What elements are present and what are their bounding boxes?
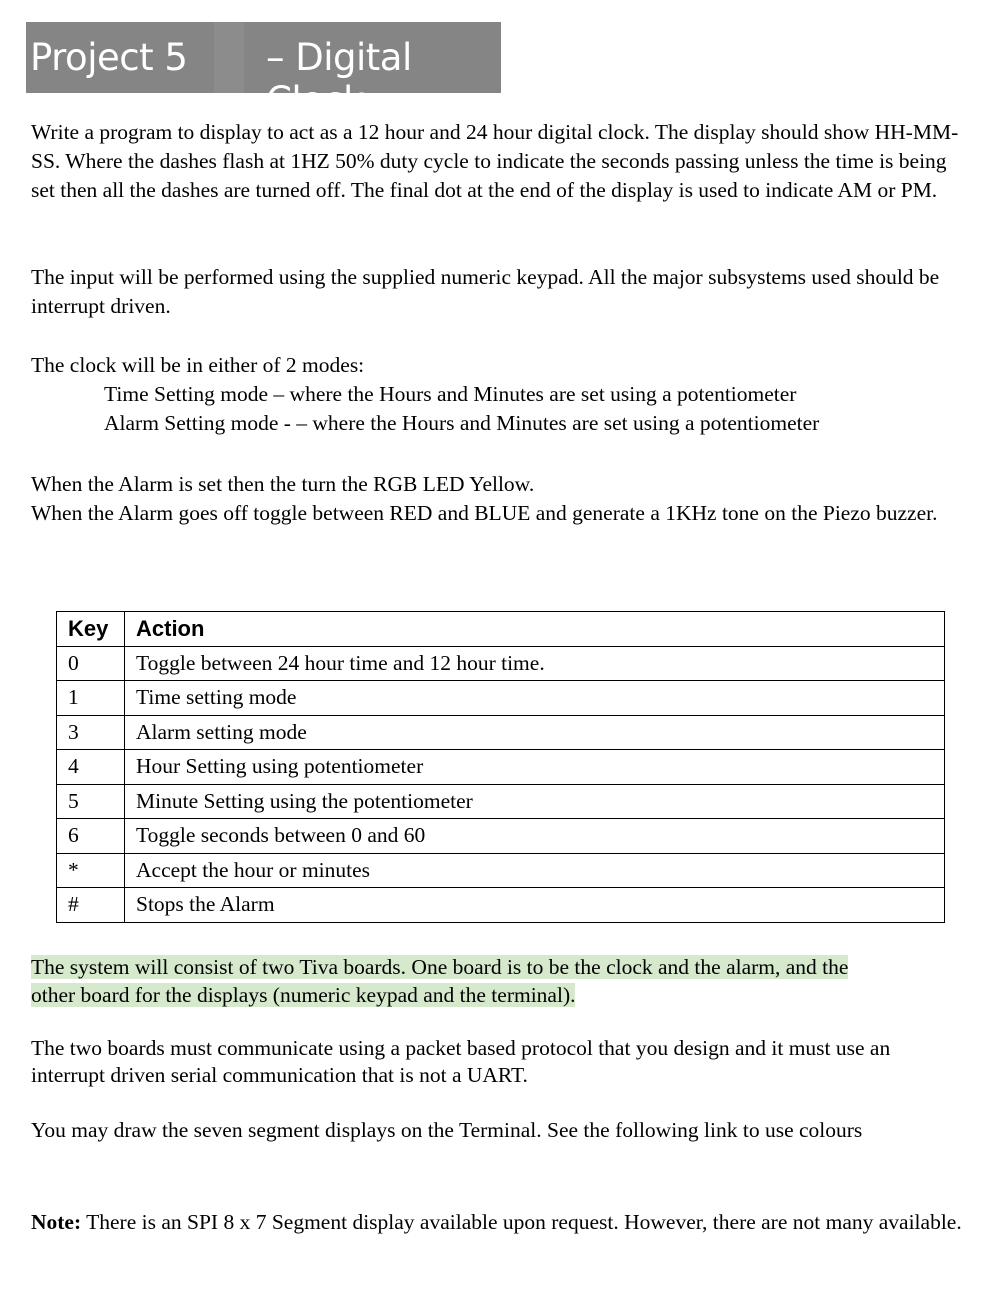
table-row — [57, 784, 945, 819]
modes-heading: The clock will be in either of 2 modes: — [31, 353, 365, 377]
system-paragraph — [31, 953, 966, 1009]
table-row — [57, 819, 945, 854]
action-cell: Toggle between 24 hour time and 12 hour time. — [125, 646, 945, 681]
key-cell: 6 — [57, 819, 125, 854]
action-cell: Alarm setting mode — [125, 715, 945, 750]
modes-section — [31, 351, 966, 438]
alarm-line-2: When the Alarm goes off toggle between RED and BLUE and generate a 1KHz tone on the Piezo buzzer. — [31, 501, 938, 525]
table-row — [57, 750, 945, 785]
alarm-line-1: When the Alarm is set then the turn the RGB LED Yellow. — [31, 472, 535, 496]
table-row — [57, 888, 945, 923]
table-row — [57, 853, 945, 888]
key-action-table — [56, 611, 945, 923]
mode-item-alarm: Alarm Setting mode - – where the Hours and Minutes are set using a potentiometer — [104, 411, 820, 435]
table-row — [57, 715, 945, 750]
action-cell: Minute Setting using the potentiometer — [125, 784, 945, 819]
mode-item-time: Time Setting mode – where the Hours and Minutes are set using a potentiometer — [104, 382, 797, 406]
action-cell: Toggle seconds between 0 and 60 — [125, 819, 945, 854]
project-title: Project 5 — [30, 36, 188, 79]
table-header-row — [57, 612, 945, 647]
header-key: Key — [57, 612, 125, 647]
terminal-paragraph: You may draw the seven segment displays on the Terminal. See the following link to use colours — [31, 1118, 863, 1142]
key-cell: # — [57, 888, 125, 923]
project-subtitle: – Digital Clock — [266, 36, 412, 122]
key-cell: 1 — [57, 681, 125, 716]
action-cell: Time setting mode — [125, 681, 945, 716]
key-cell: 3 — [57, 715, 125, 750]
action-cell: Stops the Alarm — [125, 888, 945, 923]
key-cell: 4 — [57, 750, 125, 785]
action-cell: Hour Setting using potentiometer — [125, 750, 945, 785]
alarm-section — [31, 470, 966, 528]
table-row — [57, 681, 945, 716]
note-paragraph — [31, 1208, 966, 1237]
key-cell: 5 — [57, 784, 125, 819]
key-cell: * — [57, 853, 125, 888]
action-cell: Accept the hour or minutes — [125, 853, 945, 888]
title-divider — [214, 22, 244, 93]
highlighted-line-1: The system will consist of two Tiva boards. One board is to be the clock and the alarm, and the — [31, 955, 849, 979]
header-action: Action — [125, 612, 945, 647]
title-banner — [26, 22, 501, 122]
table-row — [57, 646, 945, 681]
key-cell: 0 — [57, 646, 125, 681]
comm-paragraph: The two boards must communicate using a packet based protocol that you design and it must use an interrupt driven serial communication that is not a UART. — [31, 1036, 891, 1087]
intro-paragraph: Write a program to display to act as a 12 hour and 24 hour digital clock. The display should show HH-MM-SS. Where the dashes flash at 1HZ 50% duty cycle to indicate the seconds passing unless the time is being set then all the dashes are turned off. The final dot at the end of the display is used to indicate AM or PM. — [31, 120, 959, 202]
input-paragraph: The input will be performed using the supplied numeric keypad. All the major subsystems used should be interrupt driven. — [31, 265, 940, 318]
highlighted-line-2: other board for the displays (numeric keypad and the terminal). — [31, 983, 576, 1007]
note-text: There is an SPI 8 x 7 Segment display available upon request. However, there are not many available. — [81, 1210, 962, 1234]
note-label: Note: — [31, 1210, 82, 1234]
